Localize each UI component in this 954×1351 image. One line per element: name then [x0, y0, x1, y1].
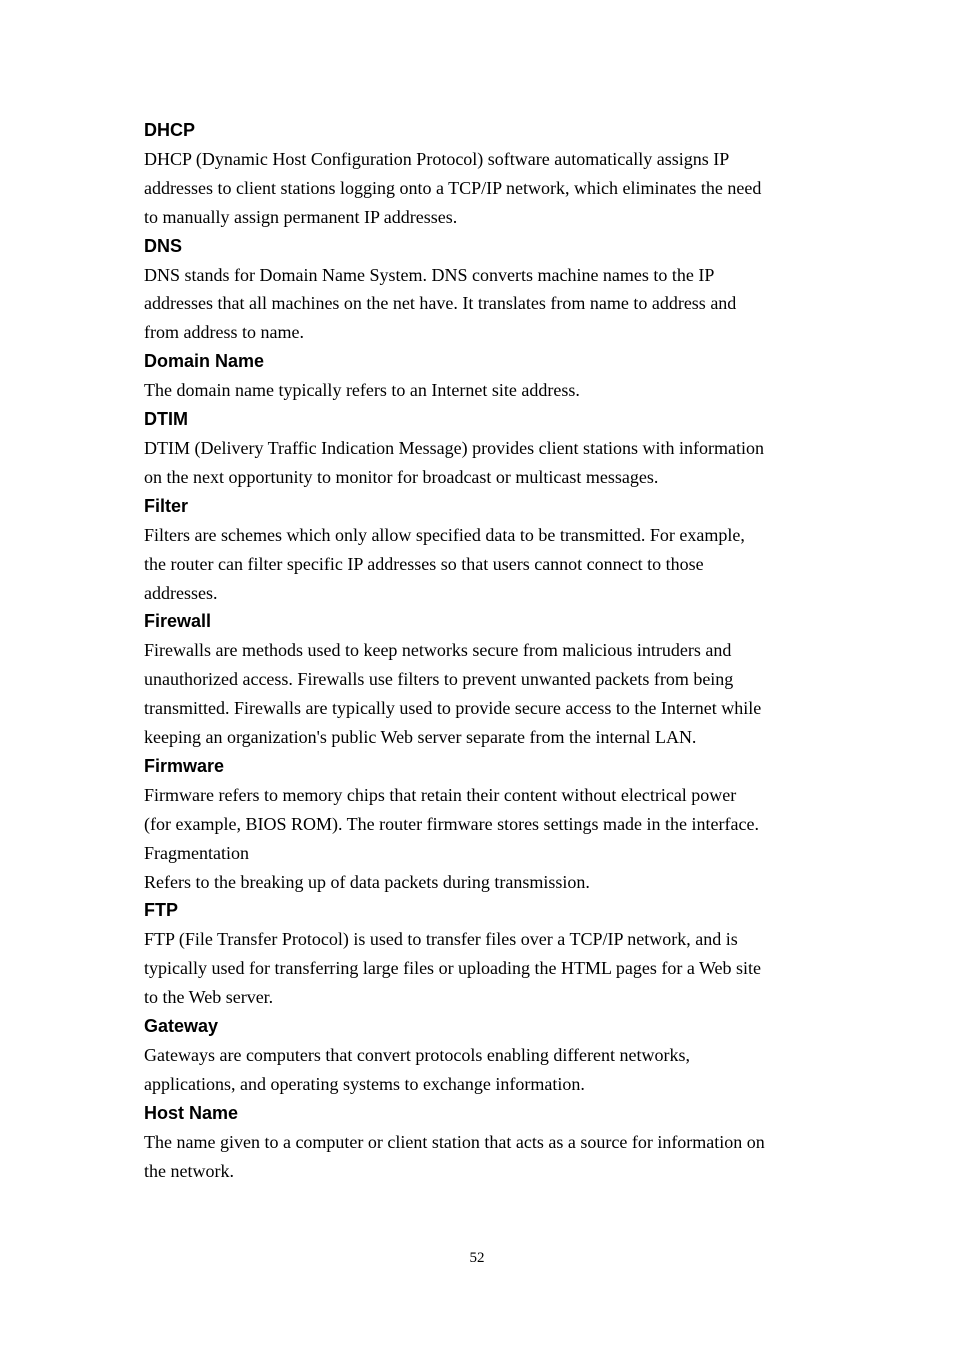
glossary-entry-dtim [144, 405, 816, 492]
term-definition: The domain name typically refers to an Internet site address. [144, 380, 580, 401]
term-definition: DHCP (Dynamic Host Configuration Protocol) software automatically assigns IP addresses to client stations logging onto a TCP/IP network, which eliminates the need to manually assign permanent IP addresses. [144, 148, 762, 227]
term-definition: Firmware refers to memory chips that retain their content without electrical power (for example, BIOS ROM). The router firmware stores settings made in the interface. Fragmentation Refers to the breaking up of data packets during transmission. [144, 784, 759, 892]
term-definition: DNS stands for Domain Name System. DNS converts machine names to the IP addresses that all machines on the net have. It translates from name to address and from address to name. [144, 264, 737, 343]
glossary-entry-host-name [144, 1099, 816, 1186]
term-heading: Host Name [144, 1102, 239, 1123]
term-heading: Gateway [144, 1016, 219, 1037]
glossary-page [144, 116, 816, 1186]
term-definition: Filters are schemes which only allow specified data to be transmitted. For example, the router can filter specific IP addresses so that users cannot connect to those addresses. [144, 524, 745, 603]
term-heading: DHCP [144, 120, 196, 140]
term-definition: DTIM (Delivery Traffic Indication Message) provides client stations with information on the next opportunity to monitor for broadcast or multicast messages. [144, 437, 765, 487]
term-heading: DNS [144, 235, 183, 256]
glossary-entry-filter [144, 492, 816, 608]
term-definition: FTP (File Transfer Protocol) is used to transfer files over a TCP/IP network, and is typically used for transferring large files or uploading the HTML pages for a Web site to the Web server. [144, 929, 762, 1008]
term-heading: Firewall [144, 611, 212, 632]
glossary-entry-gateway [144, 1012, 816, 1099]
glossary-entry-ftp [144, 896, 816, 1012]
term-heading: DTIM [144, 409, 188, 430]
term-heading: Domain Name [144, 351, 265, 372]
glossary-entry-domain-name [144, 347, 816, 405]
glossary-entry-dhcp [144, 116, 816, 232]
term-heading: Firmware [144, 755, 225, 776]
page-number: 52 [469, 1250, 485, 1266]
term-definition: Firewalls are methods used to keep networks secure from malicious intruders and unauthorized access. Firewalls use filters to prevent unwanted packets from being transmitted. Firewalls are typically used to provide secure access to the Internet while keeping an organization's public Web server separate from the internal LAN. [144, 640, 762, 748]
term-heading: Filter [144, 495, 189, 516]
term-definition: Gateways are computers that convert protocols enabling different networks, applications, and operating systems to exchange information. [144, 1045, 690, 1094]
glossary-entry-dns [144, 232, 816, 348]
term-definition: The name given to a computer or client station that acts as a source for information on the network. [144, 1131, 765, 1181]
glossary-entry-firmware [144, 752, 816, 897]
term-heading: FTP [144, 900, 178, 921]
glossary-entry-firewall [144, 607, 816, 752]
